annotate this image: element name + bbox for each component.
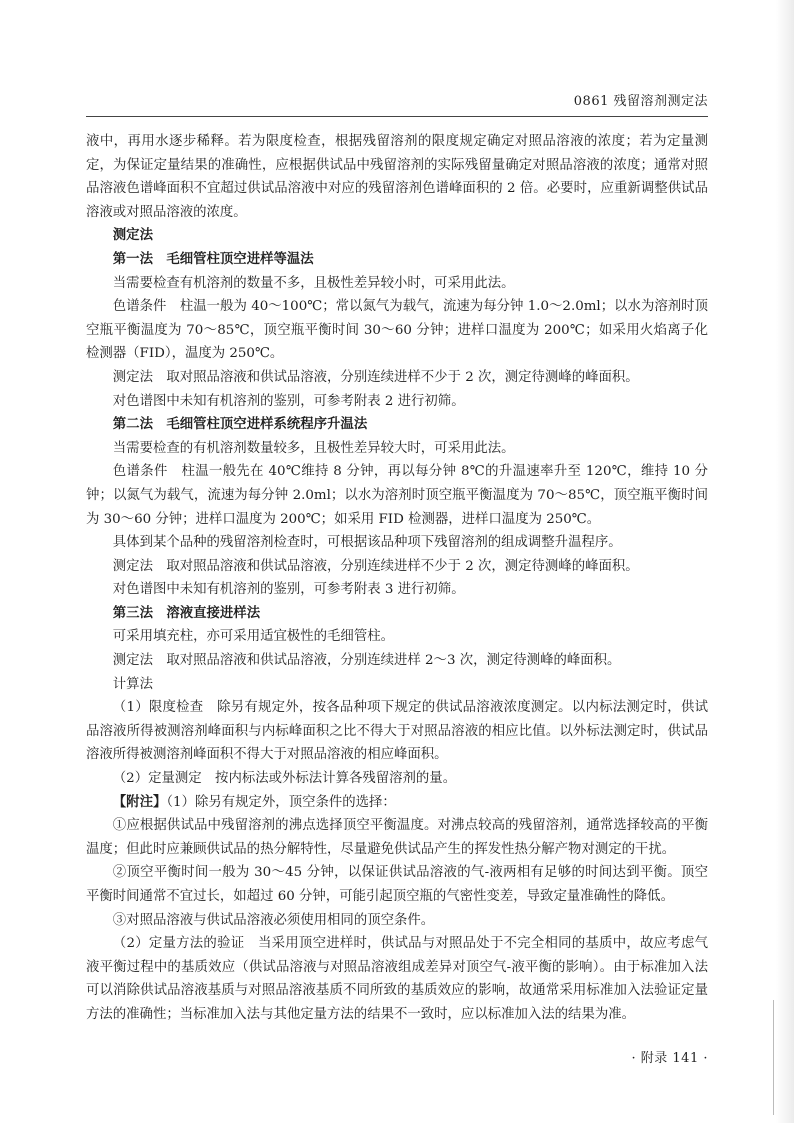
method-1-paragraph: 对色谱图中未知有机溶剂的鉴别，可参考附表 2 进行初筛。 — [112, 393, 465, 409]
note-item: ②顶空平衡时间一般为 30～45 分钟，以保证供试品溶液的气-液两相有足够的时间达到平衡。顶空平衡时间通常不宜过长，如超过 60 分钟，可能引起顶空瓶的气密性变差，导致定量准确性的降低。 — [86, 865, 708, 904]
header-title: 0861 残留溶剂测定法 — [573, 94, 708, 109]
method-3-title: 第三法 溶液直接进样法 — [112, 604, 261, 621]
method-2-paragraph: 色谱条件 柱温一般先在 40℃维持 8 分钟，再以每分钟 8℃的升温速率升至 120℃，维持 10 分钟；以氮气为载气，流速为每分钟 2.0ml；以水为溶剂时顶空瓶平衡温度为 70～85℃，顶空瓶平衡时间为 30～60 分钟；进样口温度为 200℃；如采用 FID 检测器，进样口温度为 250℃。 — [86, 464, 708, 527]
method-2-paragraph: 具体到某个品种的残留溶剂检查时，可根据该品种项下残留溶剂的组成调整升温程序。 — [112, 535, 622, 551]
note-paragraph — [86, 791, 708, 815]
method-1-title: 第一法 毛细管柱顶空进样等温法 — [112, 250, 314, 267]
note-item: ①应根据供试品中残留溶剂的沸点选择顶空平衡温度。对沸点较高的残留溶剂，通常选择较高的平衡温度；但此时应兼顾供试品的热分解特性，尽量避免供试品产生的挥发性热分解产物对测定的干扰。 — [86, 818, 708, 857]
method-1-paragraph: 当需要检查有机溶剂的数量不多，且极性差异较小时，可采用此法。 — [112, 275, 515, 291]
method-2-paragraph: 当需要检查的有机溶剂数量较多，且极性差异较大时，可采用此法。 — [112, 440, 515, 456]
method-1-paragraph: 色谱条件 柱温一般为 40～100℃；常以氮气为载气，流速为每分钟 1.0～2.0ml；以水为溶剂时顶空瓶平衡温度为 70～85℃，顶空瓶平衡时间 30～60 分钟；进样口温度为 200℃；如采用火焰离子化检测器（FID），温度为 250℃。 — [86, 299, 708, 362]
page-edge-line — [773, 1000, 774, 1115]
note-paragraph: （2）定量方法的验证 当采用顶空进样时，供试品与对照品处于不完全相同的基质中，故应考虑气液平衡过程中的基质效应（供试品溶液与对照品溶液组成差异对顶空气-液平衡的影响）。由于标准加入法可以消除供试品溶液基质与对照品溶液基质不同所致的基质效应的影响，故通常采用标准加入法验证定量方法的准确性；当标准加入法与其他定量方法的结果不一致时，应以标准加入法的结果为准。 — [86, 936, 708, 1022]
method-2-title: 第二法 毛细管柱顶空进样系统程序升温法 — [112, 416, 368, 433]
page-number: · 附录 141 · — [631, 1051, 708, 1066]
calculation-paragraph: （1）限度检查 除另有规定外，按各品种项下规定的供试品溶液浓度测定。以内标法测定时，供试品溶液所得被测溶剂峰面积与内标峰面积之比不得大于对照品溶液的相应比值。以外标法测定时，供试品溶液所得被测溶剂峰面积不得大于对照品溶液的相应峰面积。 — [86, 700, 708, 763]
section-heading-measurement: 测定法 — [112, 227, 153, 244]
method-3-paragraph: 可采用填充柱，亦可采用适宜极性的毛细管柱。 — [112, 629, 394, 645]
note-item: ③对照品溶液与供试品溶液必须使用相同的顶空条件。 — [112, 912, 435, 928]
method-1-paragraph: 测定法 取对照品溶液和供试品溶液，分别连续进样不少于 2 次，测定待测峰的峰面积。 — [112, 369, 639, 385]
note-tag: 【附注】 — [112, 793, 167, 810]
document-body — [86, 130, 708, 1027]
method-3-paragraph: 测定法 取对照品溶液和供试品溶液，分别连续进样 2～3 次，测定待测峰的峰面积。 — [112, 653, 621, 669]
calculation-paragraph: （2）定量测定 按内标法或外标法计算各残留溶剂的量。 — [112, 771, 457, 787]
running-header — [86, 90, 708, 114]
header-rule — [86, 116, 708, 117]
intro-paragraph: 液中，再用水逐步稀释。若为限度检查，根据残留溶剂的限度规定确定对照品溶液的浓度；若为定量测定，为保证定量结果的准确性，应根据供试品中残留溶剂的实际残留量确定对照品溶液的浓度；通常对照品溶液色谱峰面积不宜超过供试品溶液中对应的残留溶剂色谱峰面积的 2 倍。必要时，应重新调整供试品溶液或对照品溶液的浓度。 — [86, 134, 708, 220]
section-heading-calculation: 计算法 — [112, 676, 153, 692]
page-edge-shadow — [776, 0, 794, 1123]
method-2-paragraph: 对色谱图中未知有机溶剂的鉴别，可参考附表 3 进行初筛。 — [112, 582, 465, 598]
note-text: （1）除另有规定外，顶空条件的选择： — [166, 794, 396, 810]
method-2-paragraph: 测定法 取对照品溶液和供试品溶液，分别连续进样不少于 2 次，测定待测峰的峰面积。 — [112, 558, 639, 574]
